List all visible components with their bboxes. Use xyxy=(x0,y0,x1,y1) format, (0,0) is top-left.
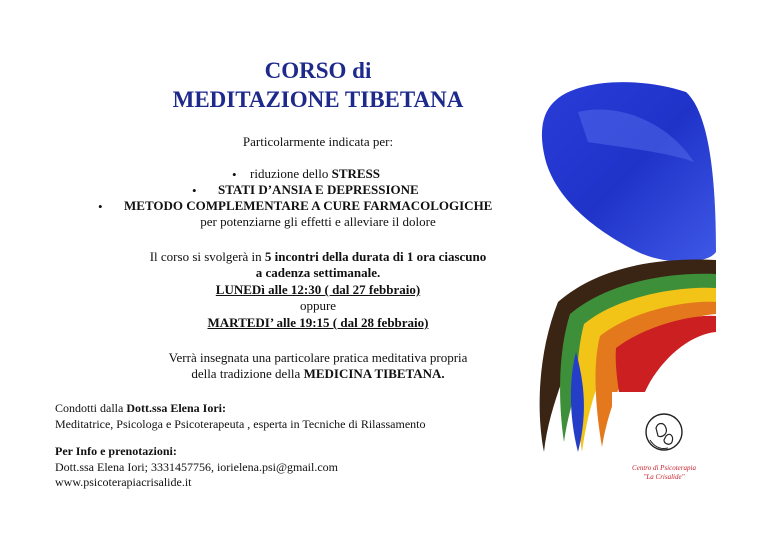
bullet-dot: • xyxy=(98,199,103,214)
schedule-line-2 xyxy=(40,265,596,281)
schedule-or: oppure xyxy=(299,298,337,313)
schedule-option-tuesday xyxy=(40,315,596,331)
title-line-1: CORSO di xyxy=(264,58,372,83)
schedule-line-1 xyxy=(40,249,596,265)
tuesday-text xyxy=(207,315,428,330)
info-heading xyxy=(55,444,177,459)
tuesday-underline: MARTEDI’ alle 19:15 ( dal 28 febbraio) xyxy=(207,315,429,330)
teaching-line-1: Verrà insegnata una particolare pratica meditativa propria xyxy=(168,350,468,365)
schedule-bold: 5 incontri della durata di 1 ora ciascuno xyxy=(264,249,487,264)
crisalide-logo xyxy=(612,392,716,492)
bullet-dot: • xyxy=(232,167,237,182)
bullet-dot: • xyxy=(192,183,197,198)
logo-text-line-2: "La Crisalide" xyxy=(643,473,685,481)
info-heading-text: Per Info e prenotazioni: xyxy=(55,444,177,458)
teaching-line-2 xyxy=(40,366,596,382)
title-line-2: MEDITAZIONE TIBETANA xyxy=(172,87,464,112)
monday-underline: LUNEDì alle 12:30 ( dal 27 febbraio) xyxy=(215,282,421,297)
info-website[interactable]: www.psicoterapiacrisalide.it xyxy=(55,475,192,489)
blue-petal-shape xyxy=(542,82,716,262)
schedule-cadence: a cadenza settimanale. xyxy=(255,265,381,280)
schedule-option-monday xyxy=(40,282,596,298)
teaching-bold: MEDICINA TIBETANA. xyxy=(303,366,445,381)
teaching-prefix: della tradizione della xyxy=(191,366,304,381)
bullet-item-stress xyxy=(250,166,510,182)
info-contact: Dott.ssa Elena Iori; 3331457756, iorielena.psi@gmail.com xyxy=(55,460,338,474)
conductor-role: Meditatrice, Psicologa e Psicoterapeuta , esperta in Tecniche di Rilassamento xyxy=(55,417,426,431)
logo-text-line-1: Centro di Psicoterapia xyxy=(632,464,696,472)
intro-text: Particolarmente indicata per: xyxy=(242,134,394,149)
conductor-line xyxy=(55,401,226,416)
bullet-note: per potenziarne gli effetti e alleviare il dolore xyxy=(200,214,436,229)
bullet-bold: STATI D’ANSIA E DEPRESSIONE xyxy=(218,182,419,197)
bullet-bold: METODO COMPLEMENTARE A CURE FARMACOLOGICHE xyxy=(124,198,493,213)
bullet-item-method xyxy=(124,198,544,214)
conductor-name: Dott.ssa Elena Iori: xyxy=(126,401,226,415)
schedule-prefix: Il corso si svolgerà in xyxy=(149,249,265,264)
bullet-item-anxiety xyxy=(218,182,518,198)
monday-text xyxy=(216,282,420,297)
conductor-prefix: Condotti dalla xyxy=(55,401,127,415)
bullet-prefix: riduzione dello xyxy=(250,166,332,181)
bullet-bold: STRESS xyxy=(331,166,381,181)
